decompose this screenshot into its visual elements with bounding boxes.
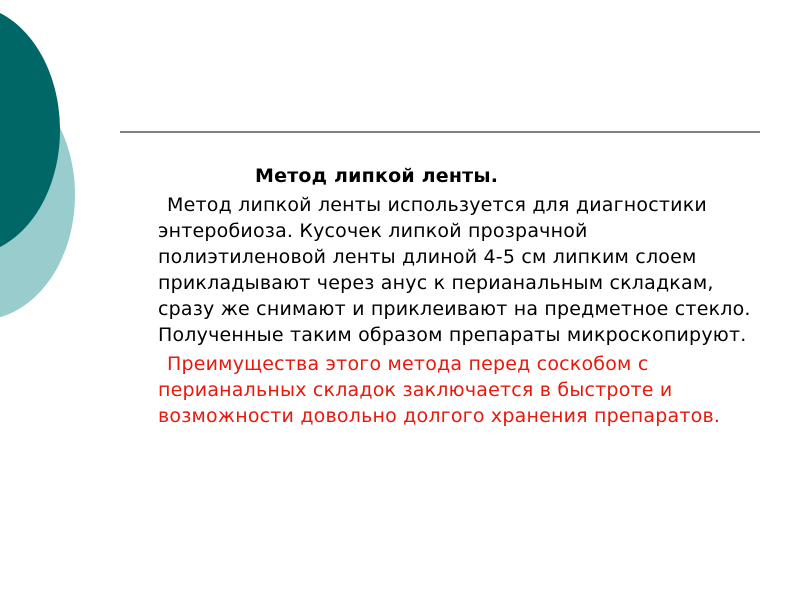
description-paragraph: Метод липкой ленты используется для диагностики энтеробиоза. Кусочек липкой прозрачной полиэтиленовой ленты длиной 4-5 см липким слоем прикладывают через анус к перианальным складкам, сразу же снимают и приклеивают на предметное стекло. Полученные таким образом препараты микроскопируют.	[158, 194, 751, 346]
title-divider-line	[120, 131, 760, 133]
advantages-paragraph: Преимущества этого метода перед соскобом с перианальных складок заключается в быстроте и возможности довольно долгого хранения препаратов.	[158, 353, 721, 427]
slide-title: Метод липкой ленты.	[255, 165, 499, 187]
slide-body	[158, 163, 758, 429]
